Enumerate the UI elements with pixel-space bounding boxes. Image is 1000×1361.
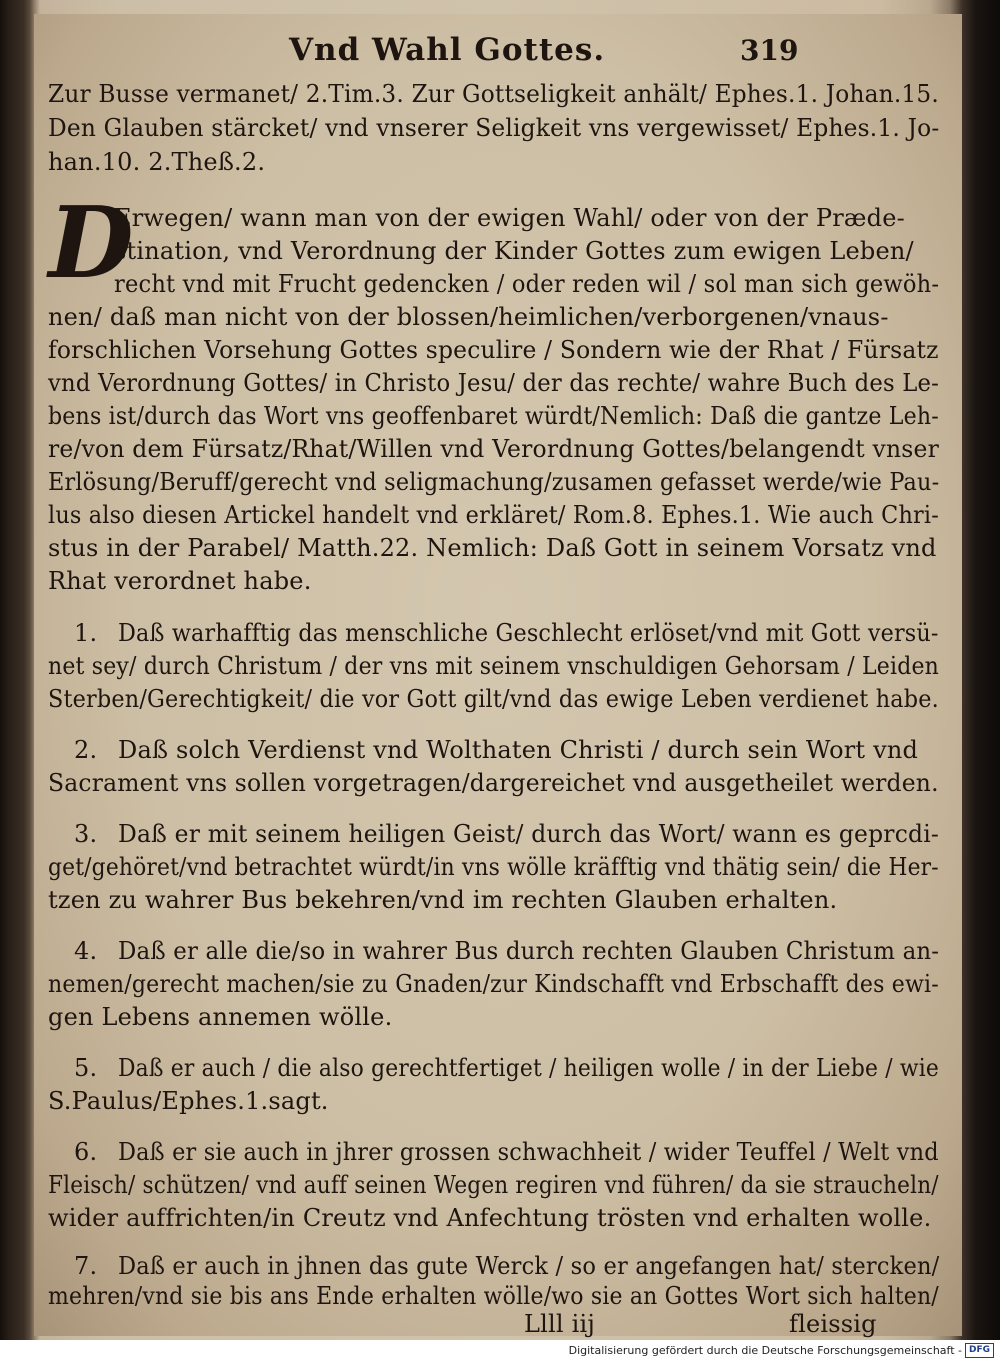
text-line: Sterben/Gerechtigkeit/ die vor Gott gilt/vnd das ewige Leben verdienet habe. bbox=[48, 685, 939, 713]
item-number: 1. bbox=[74, 619, 98, 647]
signature-mark: Llll iij bbox=[524, 1310, 595, 1338]
text-line: Fleisch/ schützen/ vnd auff seinen Wegen regiren vnd führen/ da sie straucheln/ bbox=[48, 1171, 939, 1199]
text-line: S.Paulus/Ephes.1.sagt. bbox=[48, 1087, 329, 1115]
item-number: 2. bbox=[74, 736, 98, 764]
drop-cap-initial: D bbox=[48, 186, 134, 301]
text-line: re/von dem Fürsatz/Rhat/Willen vnd Verordnung Gottes/belangendt vnser bbox=[48, 435, 940, 463]
text-line: mehren/vnd sie bis ans Ende erhalten wölle/wo sie an Gottes Wort sich halten/ bbox=[48, 1282, 939, 1310]
item-number: 5. bbox=[74, 1054, 98, 1082]
catchword: fleissig bbox=[789, 1310, 877, 1338]
text-line: Daß er mit seinem heiligen Geist/ durch das Wort/ wann es geprcdi- bbox=[118, 820, 940, 848]
text-line: Erlösung/Beruff/gerecht vnd seligmachung/zusamen gefasset werde/wie Pau- bbox=[48, 468, 940, 496]
text-line: Daß warhafftig das menschliche Geschlecht erlöset/vnd mit Gott versü- bbox=[118, 619, 939, 647]
text-line: gen Lebens annemen wölle. bbox=[48, 1003, 393, 1031]
text-line: Daß er alle die/so in wahrer Bus durch rechten Glauben Christum an- bbox=[118, 937, 940, 965]
text-line: stus in der Parabel/ Matth.22. Nemlich: Daß Gott in seinem Vorsatz vnd bbox=[48, 534, 937, 562]
text-line: tzen zu wahrer Bus bekehren/vnd im rechten Glauben erhalten. bbox=[48, 886, 838, 914]
text-line: Daß er auch in jhnen das gute Werck / so er angefangen hat/ stercken/ bbox=[118, 1252, 940, 1280]
text-line: han.10. 2.Theß.2. bbox=[48, 148, 266, 176]
text-line: vnd Verordnung Gottes/ in Christo Jesu/ der das rechte/ wahre Buch des Le- bbox=[48, 369, 939, 397]
text-line: bens ist/durch das Wort vns geoffenbaret würdt/Nemlich: Daß die gantze Leh- bbox=[48, 402, 939, 430]
item-number: 3. bbox=[74, 820, 98, 848]
dfg-logo-icon: DFG bbox=[965, 1343, 994, 1358]
book-page bbox=[34, 14, 962, 1336]
text-line: recht vnd mit Frucht gedencken / oder reden wil / sol man sich gewöh- bbox=[114, 270, 940, 298]
text-line: nemen/gerecht machen/sie zu Gnaden/zur Kindschafft vnd Erbschafft des ewi- bbox=[48, 970, 939, 998]
text-line: Zur Busse vermanet/ 2.Tim.3. Zur Gottseligkeit anhält/ Ephes.1. Johan.15. bbox=[48, 80, 939, 108]
text-line: stination, vnd Verordnung der Kinder Gottes zum ewigen Leben/ bbox=[114, 237, 914, 265]
text-line: Rhat verordnet habe. bbox=[48, 567, 312, 595]
text-line: Den Glauben stärcket/ vnd vnserer Seligkeit vns vergewisset/ Ephes.1. Jo- bbox=[48, 114, 940, 142]
text-line: net sey/ durch Christum / der vns mit seinem vnschuldigen Gehorsam / Leiden bbox=[48, 652, 940, 680]
text-line: nen/ daß man nicht von der blossen/heimlichen/verborgenen/vnaus- bbox=[48, 303, 889, 331]
item-number: 6. bbox=[74, 1138, 98, 1166]
text-line: Daß solch Verdienst vnd Wolthaten Christi / durch sein Wort vnd bbox=[118, 736, 919, 764]
page-number: 319 bbox=[740, 34, 799, 67]
text-line: get/gehöret/vnd betrachtet würdt/in vns wölle kräfftig vnd thätig sein/ die Her- bbox=[48, 853, 939, 881]
item-number: 4. bbox=[74, 937, 98, 965]
text-line: Erwegen/ wann man von der ewigen Wahl/ oder von der Præde- bbox=[114, 204, 905, 232]
text-line: forschlichen Vorsehung Gottes speculire / Sondern wie der Rhat / Fürsatz bbox=[48, 336, 939, 364]
running-head: Vnd Wahl Gottes. bbox=[289, 32, 606, 68]
item-number: 7. bbox=[74, 1252, 98, 1280]
text-line: Daß er auch / die also gerechtfertiget / heiligen wolle / in der Liebe / wie bbox=[118, 1054, 940, 1082]
text-line: wider auffrichten/in Creutz vnd Anfechtung trösten vnd erhalten wolle. bbox=[48, 1204, 932, 1232]
text-line: lus also diesen Artickel handelt vnd erkläret/ Rom.8. Ephes.1. Wie auch Chri- bbox=[48, 501, 939, 529]
text-line: Daß er sie auch in jhrer grossen schwachheit / wider Teuffel / Welt vnd bbox=[118, 1138, 939, 1166]
text-line: Sacrament vns sollen vorgetragen/dargereichet vnd ausgetheilet werden. bbox=[48, 769, 939, 797]
funding-note: Digitalisierung gefördert durch die Deutsche Forschungsgemeinschaft - bbox=[568, 1344, 962, 1357]
